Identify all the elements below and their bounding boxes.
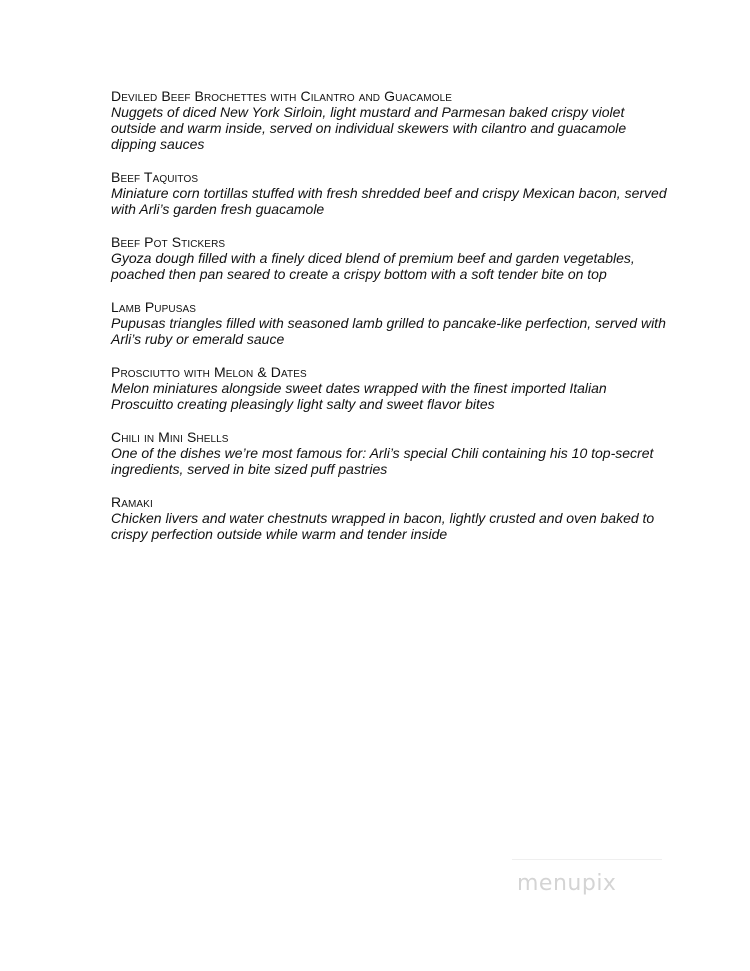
menu-item-chili-mini-shells: [111, 429, 671, 477]
menu-item-title: Ramaki: [111, 494, 153, 510]
menu-item-description: Nuggets of diced New York Sirloin, light mustard and Parmesan baked crispy violet outside and warm inside, served on individual skewers with cilantro and guacamole dipping sauces: [111, 104, 627, 152]
menu-item-prosciutto-melon-dates: [111, 364, 671, 412]
menu-item-ramaki: [111, 494, 671, 542]
menu-item-description: One of the dishes we’re most famous for: Arli’s special Chili containing his 10 top-secret ingredients, served in bite sized puff pastries: [111, 445, 654, 477]
menu-page: [111, 88, 671, 559]
menu-item-title: Beef Taquitos: [111, 169, 199, 185]
menu-item-title: Prosciutto with Melon & Dates: [111, 364, 307, 380]
watermark-logo: menupix: [517, 871, 617, 896]
menu-item-description: Pupusas triangles filled with seasoned lamb grilled to pancake-like perfection, served with Arli’s ruby or emerald sauce: [111, 315, 666, 347]
menu-item-description: Chicken livers and water chestnuts wrapped in bacon, lightly crusted and oven baked to crispy perfection outside while warm and tender inside: [111, 510, 655, 542]
menu-item-title: Chili in Mini Shells: [111, 429, 229, 445]
menu-item-beef-taquitos: [111, 169, 671, 217]
menu-item-deviled-beef-brochettes: [111, 88, 671, 152]
menu-item-description: Miniature corn tortillas stuffed with fresh shredded beef and crispy Mexican bacon, served with Arli’s garden fresh guacamole: [111, 185, 667, 217]
watermark-divider: [512, 859, 662, 860]
menu-item-beef-pot-stickers: [111, 234, 671, 282]
menu-item-lamb-pupusas: [111, 299, 671, 347]
menu-item-title: Lamb Pupusas: [111, 299, 197, 315]
menu-item-title: Beef Pot Stickers: [111, 234, 226, 250]
menu-item-title: Deviled Beef Brochettes with Cilantro and Guacamole: [111, 88, 453, 104]
menu-item-description: Gyoza dough filled with a finely diced blend of premium beef and garden vegetables, poached then pan seared to create a crispy bottom with a soft tender bite on top: [111, 250, 635, 282]
menu-item-description: Melon miniatures alongside sweet dates wrapped with the finest imported Italian Proscuitto creating pleasingly light salty and sweet flavor bites: [111, 380, 607, 412]
